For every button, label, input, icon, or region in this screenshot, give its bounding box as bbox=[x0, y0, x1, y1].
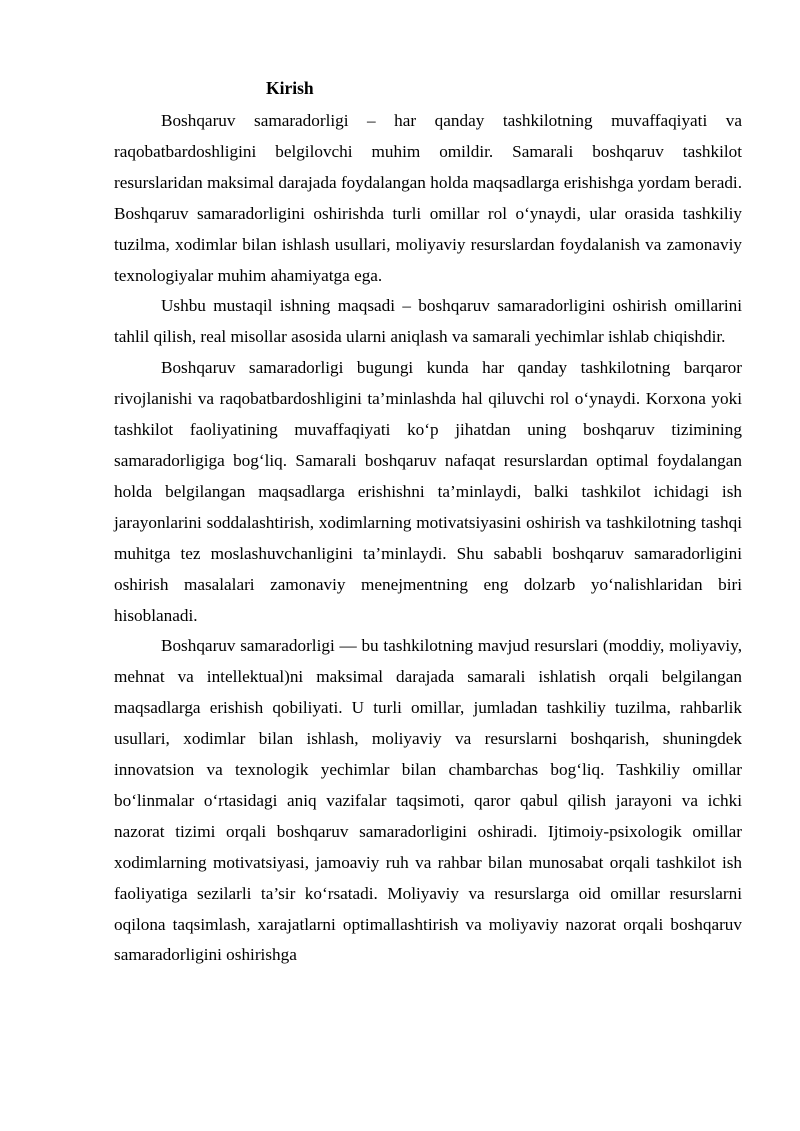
page-title: Kirish bbox=[266, 78, 314, 98]
paragraph-importance: Boshqaruv samaradorligi bugungi kunda har qanday tashkilotning barqaror rivojlanishi va raqobatbardoshligini ta’minlashda hal qiluvchi rol o‘ynaydi. Korxona yoki tashkilot faoliyatining muvaffaqiyati ko‘p jihatdan uning boshqaruv tizimining samaradorligiga bog‘liq. Samarali boshqaruv nafaqat resurslardan optimal foydalangan holda belgilangan maqsadlarga erishishni ta’minlaydi, balki tashkilot ichidagi ish jarayonlarini soddalashtirish, xodimlarning motivatsiyasini oshirish va tashkilotning tashqi muhitga tez moslashuvchanligini ta’minlaydi. Shu sababli boshqaruv samaradorligini oshirish masalalari zamonaviy menejmentning eng dolzarb yo‘nalishlaridan biri hisoblanadi. bbox=[114, 358, 742, 625]
paragraph-purpose: Ushbu mustaqil ishning maqsadi – boshqaruv samaradorligini oshirish omillarini tahlil qilish, real misollar asosida ularni aniqlash va samarali yechimlar ishlab chiqishdir. bbox=[114, 296, 742, 347]
paragraph-definition: Boshqaruv samaradorligi — bu tashkilotning mavjud resurslari (moddiy, moliyaviy, mehnat va intellektual)ni maksimal darajada samarali ishlatish orqali belgilangan maqsadlarga erishish qobiliyati. U turli omillar, jumladan tashkiliy tuzilma, rahbarlik usullari, xodimlar bilan ishlash, moliyaviy va resurslarni boshqarish, shuningdek innovatsion va texnologik yechimlar bilan chambarchas bog‘liq. Tashkiliy omillar bo‘linmalar o‘rtasidagi aniq vazifalar taqsimoti, qaror qabul qilish jarayoni va ichki nazorat tizimi orqali boshqaruv samaradorligini oshiradi. Ijtimoiy-psixologik omillar xodimlarning motivatsiyasi, jamoaviy ruh va rahbar bilan munosabat orqali tashkilot ish faoliyatiga sezilarli ta’sir ko‘rsatadi. Moliyaviy va resurslarga oid omillar resurslarni oqilona taqsimlash, xarajatlarni optimallashtirish va moliyaviy nazorat orqali boshqaruv samaradorligini oshirishga bbox=[114, 636, 742, 965]
document-body bbox=[114, 106, 742, 971]
paragraph-intro: Boshqaruv samaradorligi – har qanday tashkilotning muvaffaqiyati va raqobatbardoshligini belgilovchi muhim omildir. Samarali boshqaruv tashkilot resurslaridan maksimal darajada foydalangan holda maqsadlarga erishishga yordam beradi. Boshqaruv samaradorligini oshirishda turli omillar rol o‘ynaydi, ular orasida tashkiliy tuzilma, xodimlar bilan ishlash usullari, moliyaviy resurslardan foydalanish va zamonaviy texnologiyalar muhim ahamiyatga ega. bbox=[114, 111, 742, 285]
